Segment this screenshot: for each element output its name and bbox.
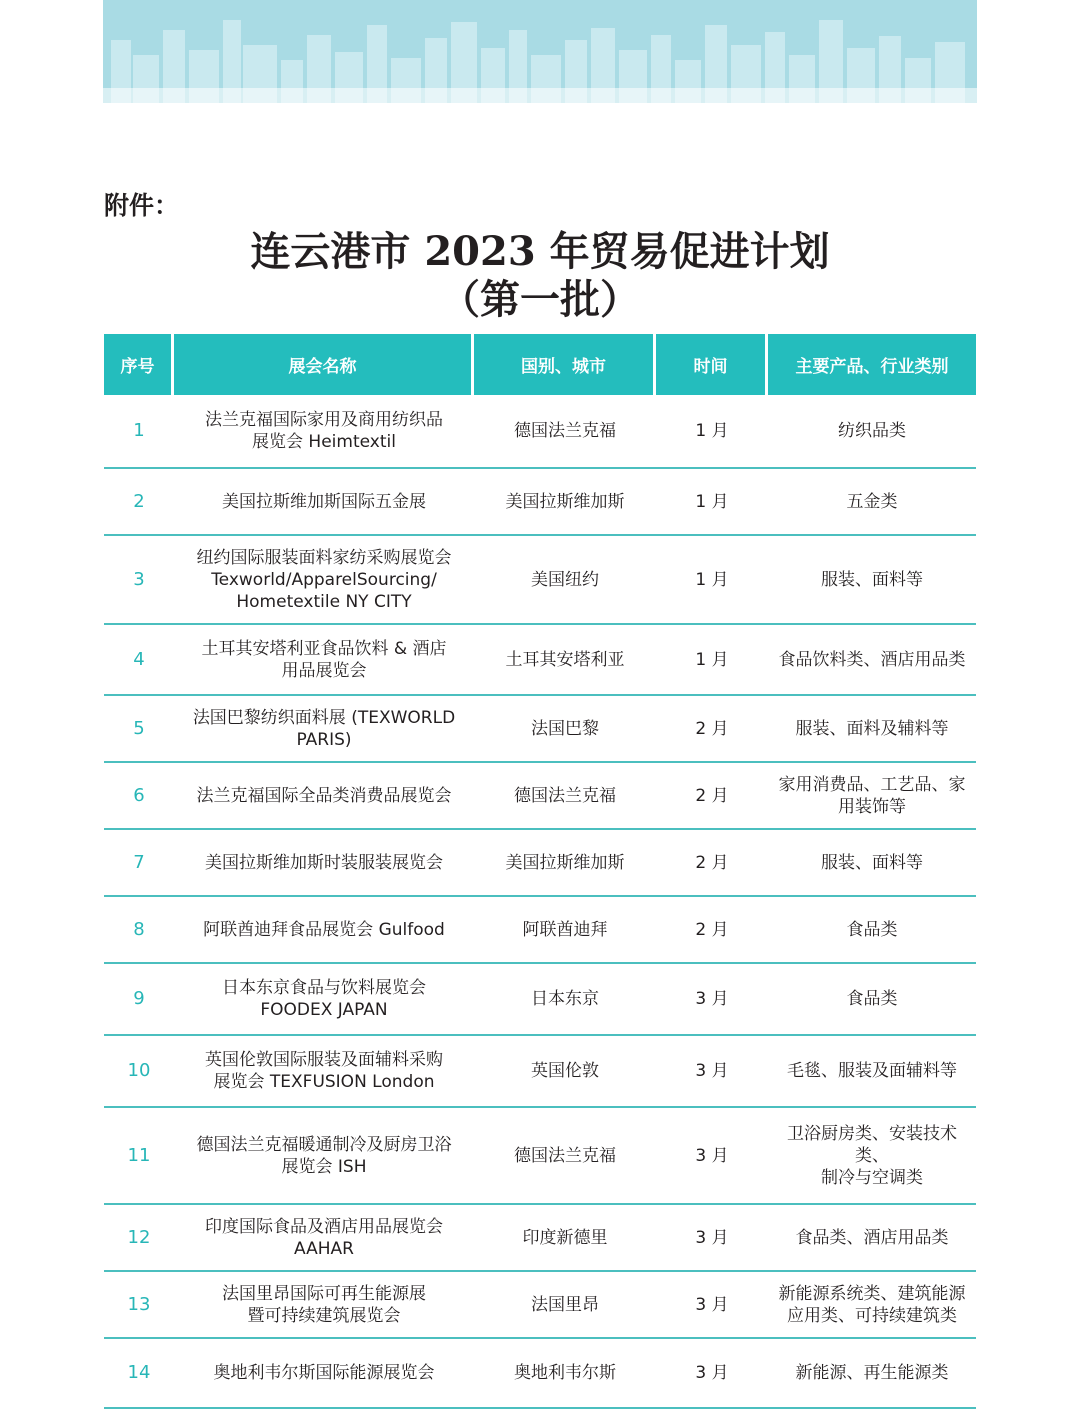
exhibition-category — [768, 625, 976, 696]
exhibition-name — [174, 964, 474, 1036]
trade-plan-table — [104, 334, 976, 1409]
exhibition-category-line: 服装、面料等 — [821, 569, 923, 590]
exhibition-category — [768, 763, 976, 830]
table-row — [104, 830, 976, 897]
exhibition-location: 德国法兰克福 — [474, 395, 656, 469]
exhibition-category-line: 食品类 — [846, 919, 898, 940]
column-header-name: 展会名称 — [174, 334, 474, 395]
exhibition-name-line: 日本东京食品与饮料展览会 — [222, 978, 426, 998]
exhibition-name-line: 法国里昂国际可再生能源展 — [222, 1283, 426, 1304]
row-number: 11 — [104, 1108, 174, 1205]
exhibition-name — [174, 897, 474, 964]
exhibition-category — [768, 1272, 976, 1339]
exhibition-name — [174, 830, 474, 897]
exhibition-name-line: 暨可持续建筑展览会 — [247, 1305, 401, 1326]
row-number: 14 — [104, 1339, 174, 1409]
exhibition-category — [768, 696, 976, 763]
row-number: 9 — [104, 964, 174, 1036]
exhibition-name — [174, 1339, 474, 1409]
row-number: 12 — [104, 1205, 174, 1272]
exhibition-category — [768, 1339, 976, 1409]
exhibition-category — [768, 469, 976, 536]
row-number: 8 — [104, 897, 174, 964]
exhibition-name — [174, 763, 474, 830]
exhibition-time: 2 月 — [656, 897, 768, 964]
column-header-time: 时间 — [656, 334, 768, 395]
exhibition-location: 美国纽约 — [474, 536, 656, 625]
exhibition-location: 奥地利韦尔斯 — [474, 1339, 656, 1409]
column-header-location: 国别、城市 — [474, 334, 656, 395]
exhibition-name — [174, 625, 474, 696]
exhibition-category-line: 制冷与空调类 — [821, 1167, 923, 1188]
exhibition-time: 1 月 — [656, 395, 768, 469]
exhibition-location: 土耳其安塔利亚 — [474, 625, 656, 696]
exhibition-category-line: 食品类、酒店用品类 — [795, 1227, 949, 1248]
exhibition-location: 美国拉斯维加斯 — [474, 469, 656, 536]
skyline-banner — [103, 0, 977, 103]
exhibition-name — [174, 536, 474, 625]
row-number: 4 — [104, 625, 174, 696]
exhibition-name-line: 法兰克福国际全品类消费品展览会 — [196, 785, 452, 806]
exhibition-category — [768, 830, 976, 897]
exhibition-category — [768, 964, 976, 1036]
exhibition-time: 2 月 — [656, 763, 768, 830]
exhibition-category-line: 服装、面料及辅料等 — [795, 718, 949, 739]
exhibition-category-line: 食品饮料类、酒店用品类 — [778, 649, 966, 670]
table-row — [104, 1205, 976, 1272]
exhibition-location: 美国拉斯维加斯 — [474, 830, 656, 897]
exhibition-name-line: 美国拉斯维加斯时装服装展览会 — [205, 852, 443, 873]
table-row — [104, 1339, 976, 1409]
row-number: 1 — [104, 395, 174, 469]
exhibition-time: 1 月 — [656, 625, 768, 696]
exhibition-time: 3 月 — [656, 1339, 768, 1409]
exhibition-location: 日本东京 — [474, 964, 656, 1036]
table-row — [104, 1272, 976, 1339]
exhibition-category-line: 五金类 — [846, 491, 898, 512]
exhibition-location: 法国里昂 — [474, 1272, 656, 1339]
exhibition-category-line: 新能源系统类、建筑能源 — [778, 1283, 966, 1304]
exhibition-name-line: 展览会 ISH — [281, 1156, 367, 1177]
table-row — [104, 469, 976, 536]
exhibition-name-line: 纽约国际服装面料家纺采购展览会 — [196, 547, 452, 568]
exhibition-name-line: 展览会 TEXFUSION London — [213, 1072, 435, 1092]
exhibition-category-line: 食品类 — [846, 989, 898, 1009]
table-row — [104, 696, 976, 763]
table-row — [104, 536, 976, 625]
row-number: 3 — [104, 536, 174, 625]
exhibition-category — [768, 1036, 976, 1108]
exhibition-name — [174, 1036, 474, 1108]
exhibition-category — [768, 536, 976, 625]
table-header-row — [104, 334, 976, 395]
table-row — [104, 1036, 976, 1108]
exhibition-name-line: 德国法兰克福暖通制冷及厨房卫浴 — [196, 1134, 452, 1155]
exhibition-name — [174, 1205, 474, 1272]
exhibition-name — [174, 469, 474, 536]
exhibition-name-line: 英国伦敦国际服装及面辅料采购 — [205, 1050, 443, 1070]
table-row — [104, 964, 976, 1036]
row-number: 7 — [104, 830, 174, 897]
exhibition-name-line: Texworld/ApparelSourcing/ — [211, 569, 437, 590]
exhibition-name-line: Hometextile NY CITY — [236, 591, 412, 612]
exhibition-category — [768, 1205, 976, 1272]
row-number: 6 — [104, 763, 174, 830]
exhibition-name-line: PARIS) — [296, 729, 352, 750]
exhibition-time: 1 月 — [656, 536, 768, 625]
exhibition-name-line: 法国巴黎纺织面料展 (TEXWORLD — [192, 707, 456, 728]
row-number: 10 — [104, 1036, 174, 1108]
table-row — [104, 1108, 976, 1205]
exhibition-name-line: FOODEX JAPAN — [260, 1000, 388, 1020]
page-title: 连云港市 2023 年贸易促进计划 — [250, 228, 830, 275]
exhibition-time: 2 月 — [656, 696, 768, 763]
exhibition-time: 2 月 — [656, 830, 768, 897]
exhibition-name-line: AAHAR — [294, 1238, 354, 1259]
exhibition-time: 3 月 — [656, 1272, 768, 1339]
row-number: 2 — [104, 469, 174, 536]
exhibition-category-line: 家用消费品、工艺品、家 — [778, 774, 966, 795]
row-number: 5 — [104, 696, 174, 763]
exhibition-name-line: 美国拉斯维加斯国际五金展 — [222, 491, 426, 512]
exhibition-name — [174, 395, 474, 469]
exhibition-name-line: 展览会 Heimtextil — [252, 432, 396, 452]
exhibition-category — [768, 897, 976, 964]
exhibition-category-line: 纺织品类 — [838, 421, 906, 441]
table-row — [104, 395, 976, 469]
attachment-label: 附件： — [104, 191, 180, 220]
exhibition-name-line: 印度国际食品及酒店用品展览会 — [205, 1216, 443, 1237]
exhibition-category-line: 用装饰等 — [838, 796, 906, 817]
column-header-no: 序号 — [104, 334, 174, 395]
exhibition-time: 1 月 — [656, 469, 768, 536]
exhibition-time: 3 月 — [656, 1036, 768, 1108]
exhibition-category-line: 应用类、可持续建筑类 — [787, 1305, 957, 1326]
exhibition-location: 法国巴黎 — [474, 696, 656, 763]
exhibition-name-line: 奥地利韦尔斯国际能源展览会 — [213, 1363, 435, 1383]
table-body — [104, 395, 976, 1409]
page-subtitle: （第一批） — [440, 276, 640, 323]
table-row — [104, 763, 976, 830]
exhibition-time: 3 月 — [656, 1108, 768, 1205]
exhibition-time: 3 月 — [656, 1205, 768, 1272]
exhibition-location: 英国伦敦 — [474, 1036, 656, 1108]
exhibition-name-line: 阿联酋迪拜食品展览会 Gulfood — [203, 919, 445, 940]
table-row — [104, 625, 976, 696]
exhibition-name-line: 土耳其安塔利亚食品饮料 & 酒店 — [201, 638, 447, 659]
exhibition-location: 阿联酋迪拜 — [474, 897, 656, 964]
row-number: 13 — [104, 1272, 174, 1339]
exhibition-name — [174, 1108, 474, 1205]
exhibition-category — [768, 395, 976, 469]
exhibition-name-line: 用品展览会 — [281, 660, 367, 681]
exhibition-name — [174, 1272, 474, 1339]
exhibition-location: 印度新德里 — [474, 1205, 656, 1272]
exhibition-category-line: 毛毯、服装及面辅料等 — [787, 1061, 957, 1081]
city-skyline-illustration — [103, 0, 977, 103]
exhibition-category-line: 卫浴厨房类、安装技术类、 — [787, 1123, 957, 1166]
exhibition-name — [174, 696, 474, 763]
column-header-category: 主要产品、行业类别 — [768, 334, 976, 395]
exhibition-location: 德国法兰克福 — [474, 1108, 656, 1205]
exhibition-category-line: 新能源、再生能源类 — [795, 1363, 949, 1383]
table-row — [104, 897, 976, 964]
exhibition-location: 德国法兰克福 — [474, 763, 656, 830]
exhibition-category-line: 服装、面料等 — [821, 852, 923, 873]
exhibition-time: 3 月 — [656, 964, 768, 1036]
exhibition-name-line: 法兰克福国际家用及商用纺织品 — [205, 410, 443, 430]
exhibition-category — [768, 1108, 976, 1205]
